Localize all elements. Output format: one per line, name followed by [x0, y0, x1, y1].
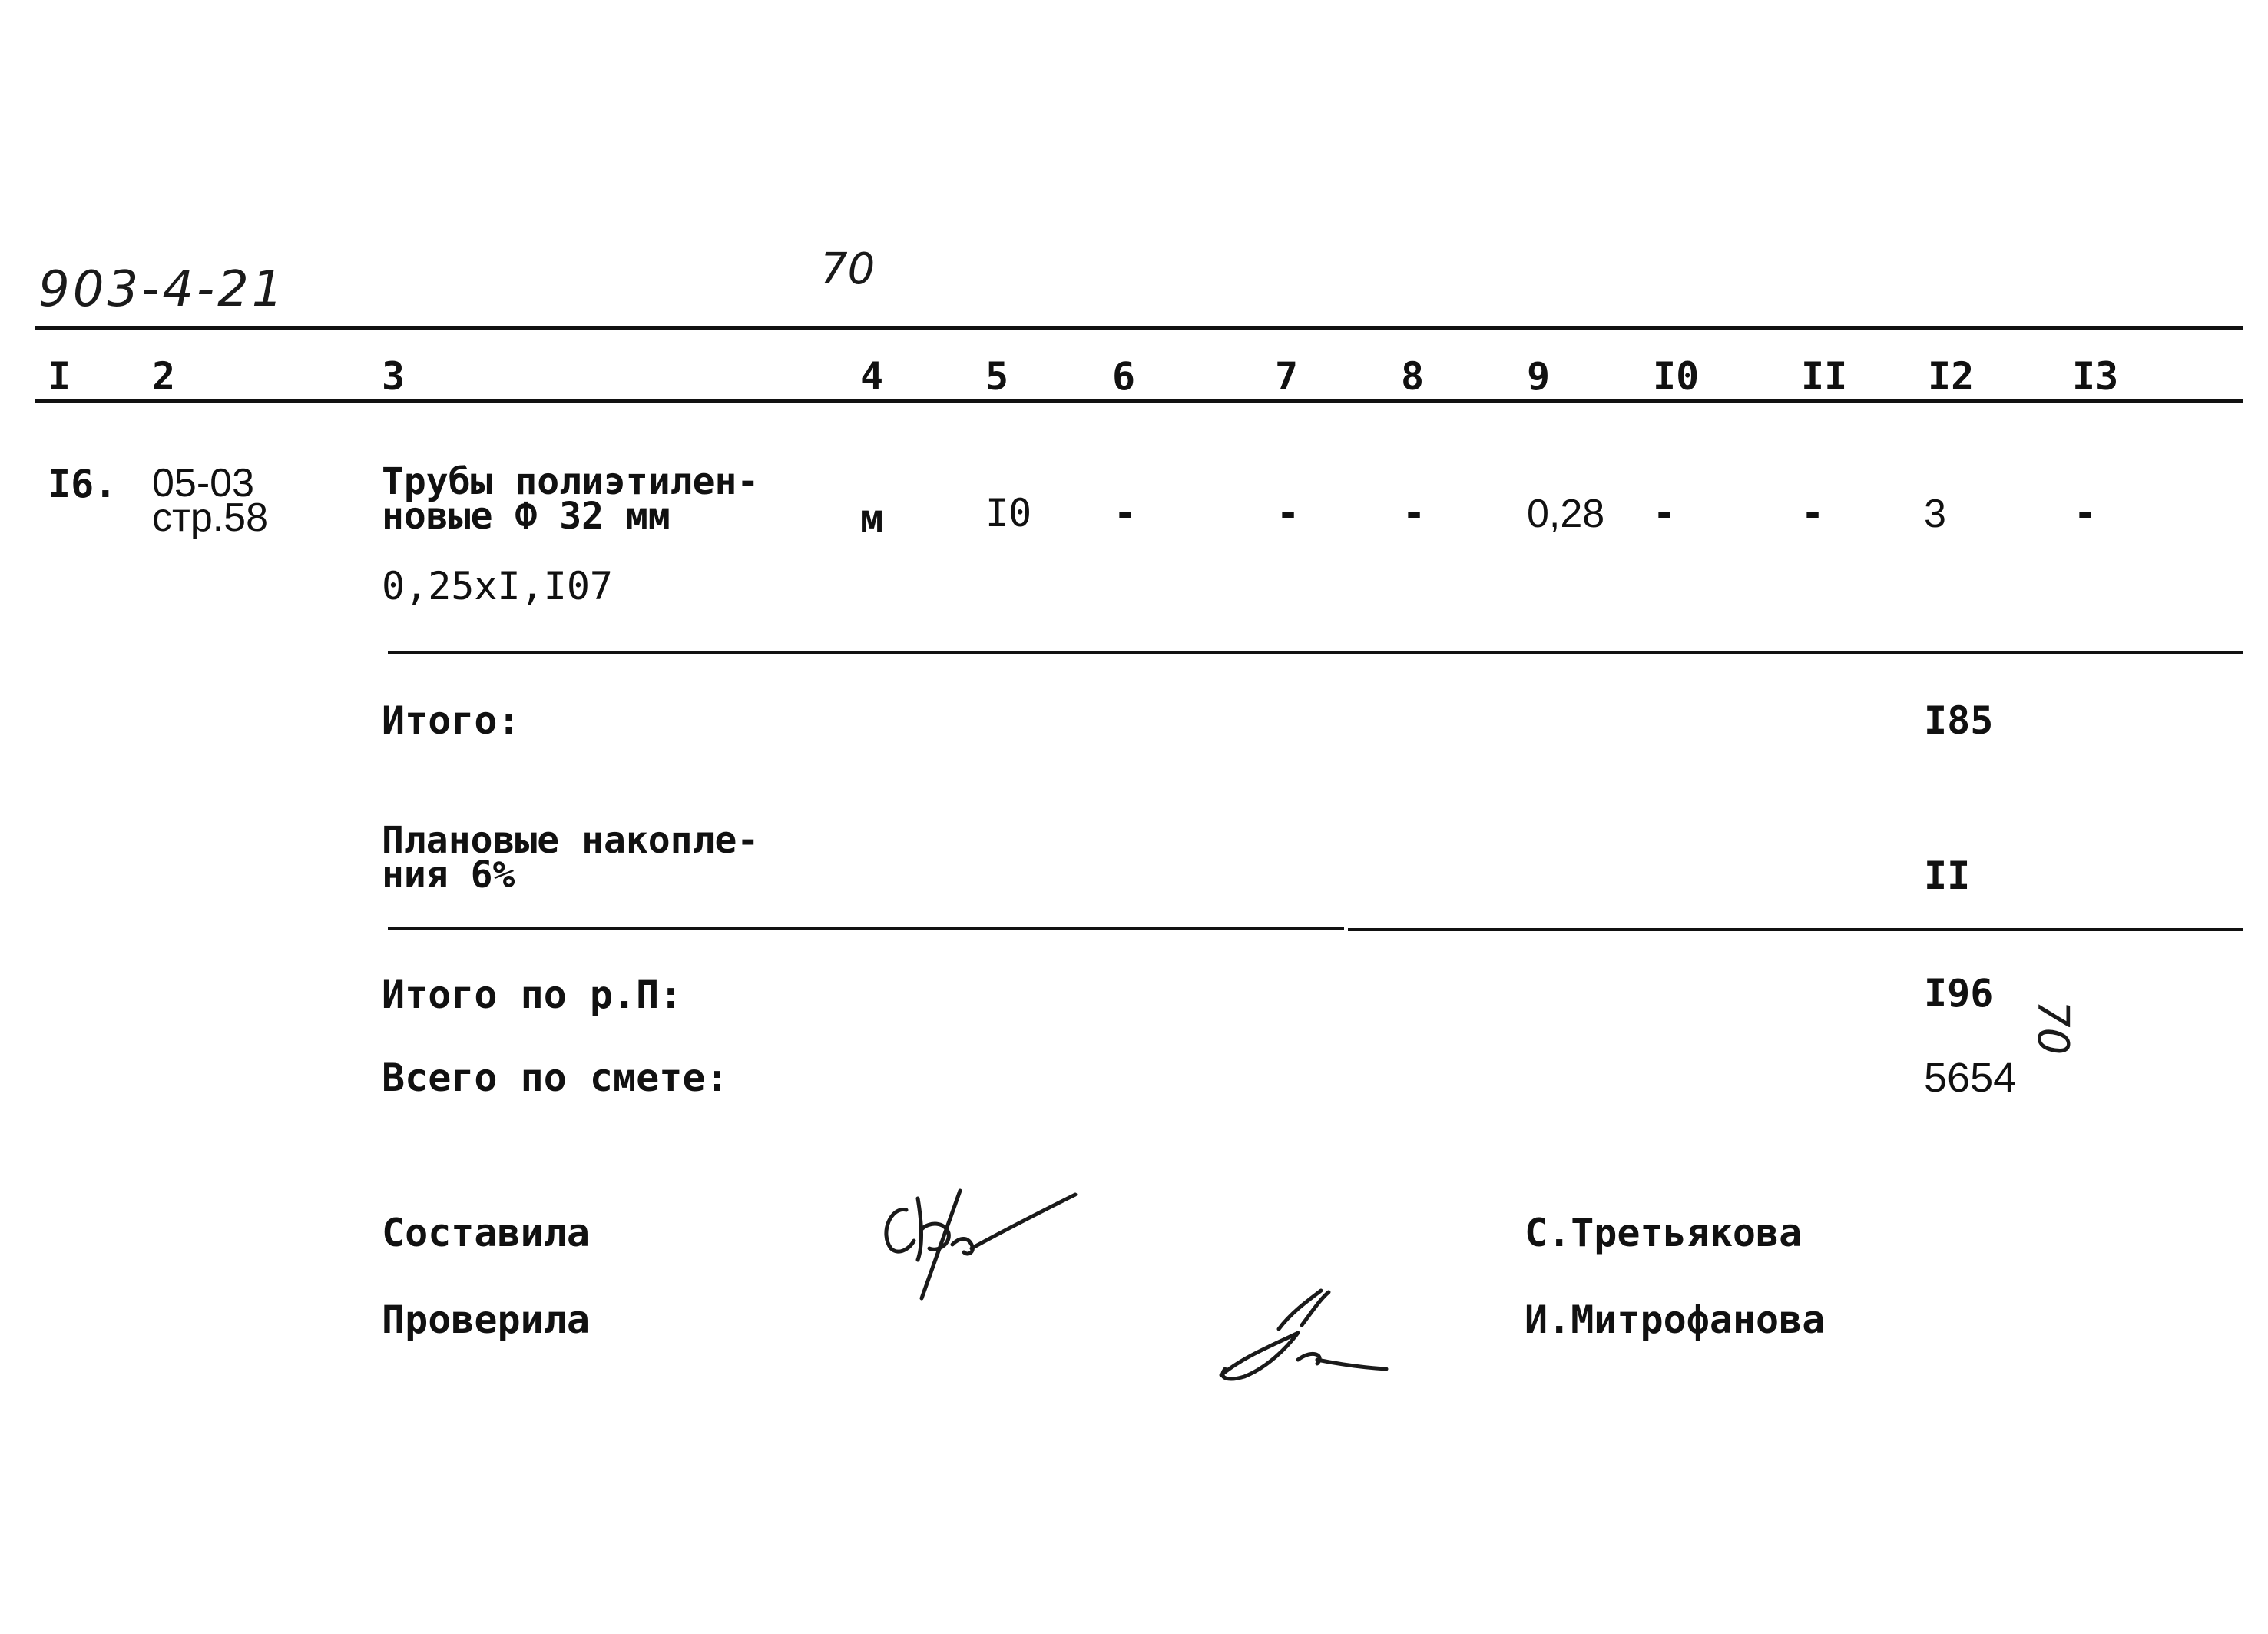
- row-col13: -: [2074, 491, 2097, 535]
- vsego-label: Всего по смете:: [382, 1056, 729, 1100]
- checked-name: И.Митрофанова: [1525, 1298, 1826, 1342]
- row-code-line1: 05-03: [152, 461, 254, 505]
- col-header-10: I0: [1653, 354, 1700, 399]
- col-header-4: 4: [860, 354, 884, 399]
- document-code: 903-4-21: [38, 261, 286, 318]
- plan-label-line1: Плановые накопле-: [382, 819, 760, 862]
- col-header-3: 3: [382, 354, 406, 399]
- row-col10: -: [1653, 491, 1677, 535]
- plan-label-line2: ния 6%: [382, 853, 515, 897]
- col-header-8: 8: [1401, 354, 1425, 399]
- col-header-2: 2: [152, 354, 176, 399]
- row-col7: -: [1276, 491, 1300, 535]
- itogo-label: Итого:: [382, 698, 521, 743]
- itogo-rp-label: Итого по р.П:: [382, 973, 683, 1017]
- row-code-line2: стр.58: [152, 496, 269, 540]
- row-col6: -: [1114, 491, 1137, 535]
- totals-rule-left: [388, 927, 1344, 930]
- row-col5: I0: [985, 491, 1032, 535]
- itogo-value: I85: [1924, 698, 1994, 743]
- header-bottom-rule: [35, 399, 2243, 403]
- page-number: 70: [820, 244, 876, 294]
- compiled-label: Составила: [382, 1211, 590, 1255]
- checked-label: Проверила: [382, 1298, 590, 1342]
- col-header-5: 5: [985, 354, 1009, 399]
- itogo-rp-value: I96: [1924, 971, 1994, 1016]
- row-number: I6.: [48, 462, 118, 506]
- row-unit: м: [860, 496, 884, 541]
- col-header-12: I2: [1928, 354, 1975, 399]
- row-col12: 3: [1924, 492, 1946, 536]
- row-col9: 0,28: [1527, 492, 1605, 536]
- row-rule: [388, 651, 2243, 654]
- vsego-value: 5654: [1924, 1055, 2017, 1101]
- compiled-signature: [876, 1175, 1091, 1306]
- col-header-1: I: [48, 354, 71, 399]
- row-name-line2: новые Ф 32 мм: [382, 495, 670, 538]
- plan-value: II: [1924, 853, 1971, 898]
- col-header-11: II: [1801, 354, 1848, 399]
- header-top-rule: [35, 326, 2243, 330]
- compiled-name: С.Третьякова: [1525, 1211, 1803, 1255]
- col-header-7: 7: [1275, 354, 1299, 399]
- col-header-9: 9: [1527, 354, 1551, 399]
- side-page-mark: 70: [2028, 1000, 2078, 1056]
- row-formula: 0,25хI,I07: [382, 564, 614, 608]
- row-col11: -: [1801, 491, 1825, 535]
- col-header-13: I3: [2072, 354, 2119, 399]
- checked-signature: [1213, 1283, 1398, 1390]
- row-col8: -: [1402, 491, 1426, 535]
- row-name-line1: Трубы полиэтилен-: [382, 460, 760, 503]
- totals-rule-right: [1348, 928, 2243, 931]
- col-header-6: 6: [1112, 354, 1136, 399]
